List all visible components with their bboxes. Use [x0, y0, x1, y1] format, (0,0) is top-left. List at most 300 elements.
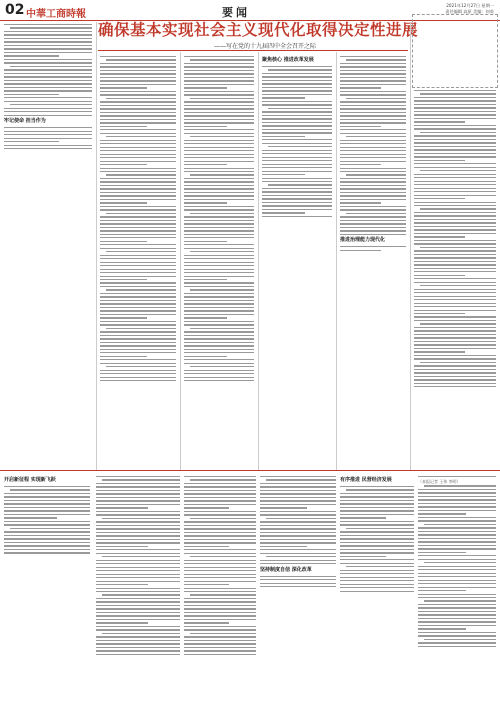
text-line: [100, 223, 176, 224]
text-line: [184, 63, 254, 64]
text-line: [184, 101, 254, 102]
text-line: [260, 535, 336, 536]
text-line: [414, 233, 496, 234]
text-line: [96, 581, 180, 582]
text-line: [184, 500, 256, 501]
text-line: [184, 647, 256, 648]
text-line: [100, 349, 176, 350]
text-column-5: [340, 56, 406, 468]
text-line: [4, 31, 92, 32]
text-line: [184, 615, 256, 616]
text-line: [96, 546, 148, 547]
section-subtitle: 开启新征程 实现新飞跃: [4, 477, 56, 483]
text-line: [340, 538, 414, 539]
text-line: [418, 552, 466, 553]
text-line: [184, 321, 254, 322]
text-line: [190, 479, 256, 480]
text-line: [184, 608, 256, 609]
text-line: [96, 629, 180, 630]
text-line: [100, 220, 176, 221]
text-line: [260, 525, 336, 526]
text-line: [184, 119, 254, 120]
text-line: [340, 80, 406, 81]
text-line: [184, 490, 256, 491]
text-line: [184, 650, 256, 651]
text-line: [100, 150, 176, 151]
text-line: [96, 636, 180, 637]
section-subtitle: 聚焦核心 推进改革发展: [262, 57, 314, 63]
text-line: [106, 98, 176, 99]
text-line: [184, 293, 254, 294]
text-line: [96, 560, 180, 561]
text-line: [100, 342, 176, 343]
text-line: [414, 282, 496, 283]
text-line: [340, 234, 406, 235]
text-line: [184, 605, 256, 606]
text-line: [418, 611, 496, 612]
text-line: [268, 146, 332, 147]
text-line: [100, 108, 176, 109]
text-line: [420, 208, 496, 209]
text-line: [340, 580, 414, 581]
text-line: [414, 372, 496, 373]
text-line: [414, 271, 496, 272]
text-line: [100, 373, 176, 374]
text-line: [340, 195, 406, 196]
text-line: [184, 601, 256, 602]
text-line: [262, 111, 332, 112]
text-column-1: [4, 24, 92, 468]
text-line: [414, 296, 496, 297]
text-line: [4, 80, 92, 81]
text-line: [184, 77, 254, 78]
text-line: [4, 83, 92, 84]
text-line: [106, 174, 176, 175]
text-line: [100, 195, 176, 196]
text-line: [96, 601, 180, 602]
text-line: [262, 212, 305, 213]
text-line: [414, 316, 496, 317]
text-line: [184, 363, 254, 364]
text-line: [262, 209, 332, 210]
text-line: [340, 161, 406, 162]
text-line: [414, 376, 496, 377]
text-column-8: [96, 476, 180, 704]
text-line: [184, 105, 254, 106]
text-line: [4, 549, 90, 550]
text-line: [100, 164, 147, 165]
text-line: [340, 514, 414, 515]
text-line: [184, 199, 254, 200]
text-line: [260, 504, 336, 505]
text-line: [424, 600, 496, 601]
text-line: [184, 209, 254, 210]
text-line: [414, 292, 496, 293]
section-rule: [0, 470, 500, 471]
text-line: [266, 479, 336, 480]
text-line: [100, 310, 176, 311]
text-line: [100, 331, 176, 332]
text-line: [260, 528, 336, 529]
text-line: [346, 213, 406, 214]
text-line: [184, 244, 254, 245]
text-line: [262, 94, 332, 95]
text-line: [100, 262, 176, 263]
byline: （本报记者 王伟 李明）: [418, 479, 461, 485]
text-line: [262, 195, 332, 196]
text-line: [96, 626, 180, 627]
text-line: [100, 199, 176, 200]
text-line: [100, 377, 176, 378]
text-line: [260, 553, 336, 554]
text-line: [184, 525, 256, 526]
text-line: [100, 101, 176, 102]
text-line: [184, 553, 256, 554]
text-line: [100, 181, 176, 182]
text-line: [184, 178, 254, 179]
text-line: [340, 577, 414, 578]
text-line: [100, 140, 176, 141]
text-line: [418, 559, 496, 560]
text-line: [340, 122, 406, 123]
text-line: [340, 119, 406, 120]
text-line: [100, 244, 176, 245]
text-line: [184, 143, 254, 144]
text-line: [260, 579, 336, 580]
text-line: [184, 636, 256, 637]
text-line: [4, 514, 90, 515]
text-line: [184, 269, 254, 270]
text-line: [418, 513, 466, 514]
text-line: [414, 121, 465, 122]
text-line: [100, 66, 176, 67]
text-line: [4, 148, 92, 149]
text-line: [100, 234, 176, 235]
text-line: [184, 248, 254, 249]
text-line: [262, 139, 332, 140]
text-line: [100, 265, 176, 266]
text-line: [262, 174, 305, 175]
text-line: [340, 91, 406, 92]
sidebar-box: [412, 14, 498, 88]
text-line: [418, 520, 496, 521]
text-line: [96, 577, 180, 578]
text-line: [262, 80, 332, 81]
text-line: [340, 73, 406, 74]
text-line: [418, 625, 496, 626]
text-line: [96, 486, 180, 487]
text-line: [106, 136, 176, 137]
text-line: [184, 373, 254, 374]
text-line: [100, 112, 176, 113]
text-line: [262, 132, 332, 133]
text-line: [340, 209, 406, 210]
text-line: [4, 496, 90, 497]
text-line: [184, 276, 254, 277]
text-line: [100, 286, 176, 287]
text-line: [424, 562, 496, 563]
text-line: [414, 257, 496, 258]
text-line: [414, 250, 496, 251]
text-line: [340, 199, 406, 200]
text-line: [96, 553, 180, 554]
text-line: [96, 615, 180, 616]
text-line: [184, 654, 256, 655]
text-line: [100, 209, 176, 210]
text-line: [260, 483, 336, 484]
text-column-7: [4, 476, 90, 704]
text-line: [420, 362, 496, 363]
text-line: [184, 493, 256, 494]
text-line: [418, 646, 496, 647]
text-line: [340, 503, 414, 504]
text-line: [184, 206, 254, 207]
text-line: [340, 230, 406, 231]
text-line: [262, 73, 332, 74]
text-line: [418, 517, 496, 518]
text-line: [262, 143, 332, 144]
text-line: [184, 377, 254, 378]
text-line: [190, 59, 254, 60]
text-line: [4, 34, 92, 35]
text-line: [414, 153, 496, 154]
text-line: [184, 171, 254, 172]
text-line: [184, 577, 256, 578]
text-line: [100, 317, 147, 318]
text-line: [4, 493, 90, 494]
text-line: [100, 178, 176, 179]
text-line: [340, 545, 414, 546]
text-line: [418, 496, 496, 497]
text-line: [414, 125, 496, 126]
text-line: [418, 594, 496, 595]
text-line: [184, 507, 229, 508]
text-line: [96, 570, 180, 571]
text-line: [184, 588, 256, 589]
text-line: [184, 581, 256, 582]
text-line: [100, 129, 176, 130]
text-line: [414, 215, 496, 216]
text-column-10: [260, 476, 336, 704]
text-line: [100, 237, 176, 238]
text-line: [414, 202, 496, 203]
text-line: [414, 181, 496, 182]
text-line: [418, 580, 496, 581]
text-line: [184, 486, 256, 487]
text-line: [340, 157, 406, 158]
text-line: [414, 299, 496, 300]
text-line: [340, 147, 406, 148]
text-line: [340, 192, 406, 193]
editor-credit: 责任编辑 高原 美编：何英: [445, 9, 494, 14]
subheadline: ——写在党的十九届四中全会召开之际: [213, 43, 316, 50]
text-line: [100, 276, 176, 277]
text-line: [268, 184, 332, 185]
text-line: [96, 588, 180, 589]
text-line: [340, 573, 414, 574]
text-line: [260, 583, 336, 584]
text-line: [100, 122, 176, 123]
text-line: [184, 598, 256, 599]
text-line: [184, 258, 254, 259]
text-line: [96, 584, 148, 585]
text-column-4: [262, 56, 332, 468]
text-column-3: [184, 56, 254, 468]
text-line: [340, 126, 381, 127]
text-line: [414, 97, 496, 98]
text-line: [4, 111, 92, 112]
text-line: [184, 70, 254, 71]
text-line: [4, 507, 90, 508]
text-line: [4, 517, 57, 518]
text-line: [102, 479, 180, 480]
text-line: [4, 45, 92, 46]
text-line: [414, 243, 496, 244]
text-line: [190, 594, 256, 595]
text-line: [346, 174, 406, 175]
text-line: [184, 188, 254, 189]
text-line: [184, 122, 254, 123]
text-line: [414, 219, 496, 220]
text-line: [184, 640, 256, 641]
text-line: [4, 524, 90, 525]
text-line: [340, 206, 406, 207]
text-line: [4, 510, 90, 511]
text-line: [100, 380, 176, 381]
text-column-2: [100, 56, 176, 468]
section-subtitle: 牢记使命 担当作为: [4, 118, 46, 125]
text-line: [340, 542, 414, 543]
text-line: [100, 314, 176, 315]
text-line: [414, 358, 496, 359]
text-line: [184, 307, 254, 308]
text-line: [346, 59, 406, 60]
text-line: [414, 104, 496, 105]
text-line: [184, 282, 254, 283]
text-line: [100, 363, 176, 364]
text-line: [340, 143, 406, 144]
headline: 确保基本实现社会主义现代化取得决定性进展: [98, 21, 419, 39]
text-line: [414, 303, 496, 304]
text-line: [4, 87, 92, 88]
text-line: [96, 598, 180, 599]
text-line: [418, 541, 496, 542]
text-line: [100, 216, 176, 217]
text-line: [100, 154, 176, 155]
text-line: [414, 111, 496, 112]
text-line: [100, 282, 176, 283]
text-line: [184, 521, 256, 522]
text-line: [414, 254, 496, 255]
text-line: [414, 114, 496, 115]
text-line: [420, 285, 496, 286]
text-line: [262, 97, 305, 98]
text-line: [100, 73, 176, 74]
text-line: [4, 62, 92, 63]
text-line: [414, 222, 496, 223]
text-line: [260, 511, 336, 512]
text-line: [418, 628, 466, 629]
text-line: [184, 262, 254, 263]
text-line: [418, 555, 496, 556]
section-subtitle: 坚持制度自信 深化改革: [260, 566, 312, 573]
text-line: [4, 90, 92, 91]
text-line: [420, 323, 496, 324]
text-line: [260, 497, 336, 498]
text-line: [340, 133, 406, 134]
text-line: [340, 140, 406, 141]
text-line: [100, 168, 176, 169]
text-line: [100, 188, 176, 189]
text-line: [414, 118, 496, 119]
text-line: [184, 300, 254, 301]
text-line: [4, 127, 92, 128]
text-line: [418, 499, 496, 500]
text-line: [262, 90, 332, 91]
text-line: [260, 586, 336, 587]
text-line: [414, 351, 465, 352]
text-line: [414, 146, 496, 147]
text-line: [96, 563, 180, 564]
text-line: [262, 181, 332, 182]
text-line: [414, 90, 496, 91]
text-line: [184, 324, 254, 325]
text-line: [418, 538, 496, 539]
text-line: [414, 128, 496, 129]
text-line: [100, 356, 147, 357]
text-line: [414, 156, 496, 157]
text-line: [184, 80, 254, 81]
text-line: [100, 255, 176, 256]
text-line: [414, 236, 465, 237]
text-line: [96, 514, 180, 515]
text-line: [4, 108, 92, 109]
text-line: [418, 506, 496, 507]
text-line: [106, 366, 176, 367]
text-line: [184, 133, 254, 134]
text-line: [262, 125, 332, 126]
text-line: [4, 131, 92, 132]
text-line: [4, 41, 92, 42]
text-line: [414, 139, 496, 140]
text-line: [184, 612, 256, 613]
text-line: [262, 216, 332, 217]
text-line: [418, 548, 496, 549]
text-line: [184, 168, 254, 169]
text-line: [424, 485, 496, 486]
text-line: [96, 532, 180, 533]
text-line: [418, 607, 496, 608]
text-line: [260, 539, 336, 540]
text-line: [4, 52, 92, 53]
text-line: [4, 101, 92, 102]
text-line: [418, 583, 496, 584]
text-line: [184, 338, 254, 339]
text-line: [184, 265, 254, 266]
text-line: [414, 379, 496, 380]
text-line: [260, 486, 336, 487]
text-line: [184, 56, 254, 57]
column-divider: [336, 52, 337, 470]
text-line: [4, 542, 90, 543]
text-line: [340, 531, 414, 532]
text-line: [184, 129, 254, 130]
text-line: [10, 27, 92, 28]
text-line: [346, 566, 414, 567]
text-column-11: [340, 476, 414, 704]
column-divider: [410, 22, 411, 470]
text-line: [4, 76, 92, 77]
